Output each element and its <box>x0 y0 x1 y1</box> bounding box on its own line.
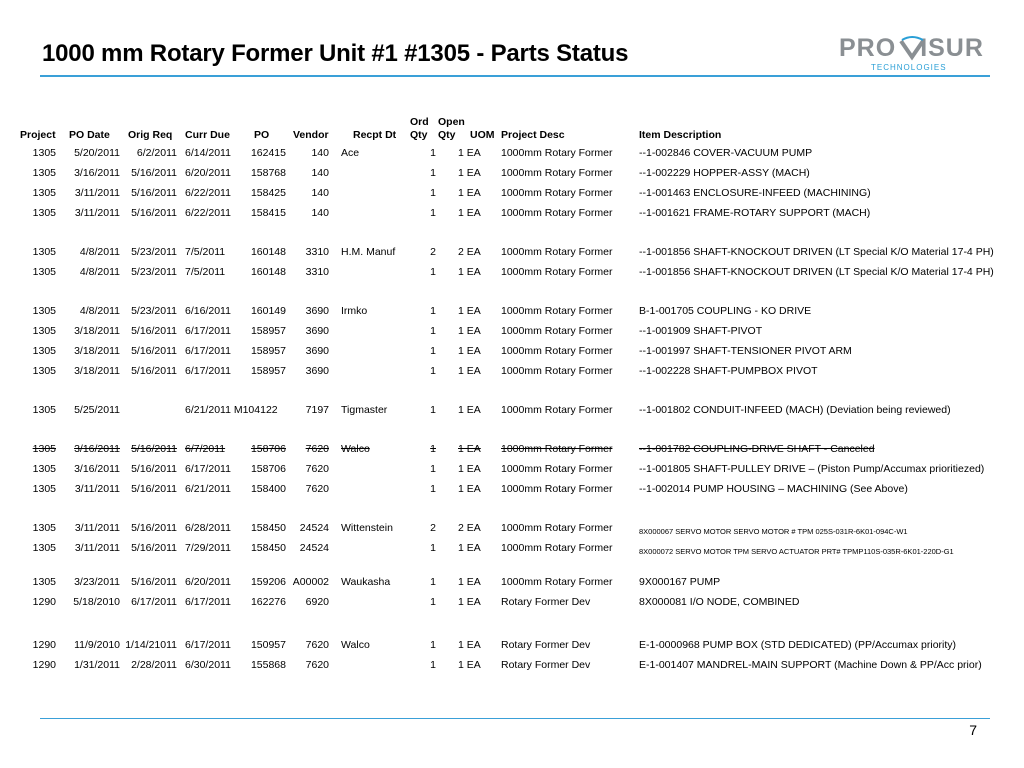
cell-ord-qty: 2 <box>430 246 436 258</box>
col-ord-qty-bottom: Qty <box>410 129 428 141</box>
cell-item-desc: --1-001856 SHAFT-KNOCKOUT DRIVEN (LT Special K/O Material 17-4 PH) <box>639 246 994 258</box>
col-project: Project <box>20 129 56 141</box>
cell-open-qty: 1 EA <box>458 147 481 159</box>
cell-po-date: 5/25/2011 <box>74 404 120 416</box>
cell-vendor: 3310 <box>305 246 329 258</box>
cell-vendor: 3690 <box>305 345 329 357</box>
cell-curr-due: 6/16/2011 <box>185 305 231 317</box>
cell-open-qty: 1 EA <box>458 443 481 455</box>
cell-vendor: 3690 <box>305 365 329 377</box>
cell-orig-req: 5/23/2011 <box>131 266 177 278</box>
cell-po: 158957 <box>250 325 286 337</box>
cell-po: 158706 <box>250 463 286 475</box>
cell-open-qty: 1 EA <box>458 365 481 377</box>
cell-ord-qty: 1 <box>430 596 436 608</box>
cell-curr-due: 6/22/2011 <box>185 207 231 219</box>
cell-project-desc: Rotary Former Dev <box>501 639 591 651</box>
cell-vendor: 7620 <box>305 659 329 671</box>
cell-open-qty: 1 EA <box>458 167 481 179</box>
cell-vendor-name: Waukasha <box>341 576 391 588</box>
cell-curr-due: 7/5/2011 <box>185 246 226 258</box>
cell-open-qty: 1 EA <box>458 404 481 416</box>
cell-orig-req: 5/16/2011 <box>131 345 177 357</box>
cell-vendor: A00002 <box>292 576 329 588</box>
cell-orig-req: 6/2/2011 <box>136 147 177 159</box>
cell-curr-due: 6/17/2011 <box>185 463 231 475</box>
cell-po: 160148 <box>250 266 286 278</box>
cell-po: 159206 <box>250 576 286 588</box>
cell-item-desc: --1-001463 ENCLOSURE-INFEED (MACHINING) <box>639 187 871 199</box>
cell-orig-req: 5/23/2011 <box>131 246 177 258</box>
cell-open-qty: 1 EA <box>458 576 481 588</box>
col-item-desc: Item Description <box>639 129 722 141</box>
cell-item-desc: --1-001621 FRAME-ROTARY SUPPORT (MACH) <box>639 207 871 219</box>
cell-orig-req: 5/16/2011 <box>131 522 177 534</box>
cell-item-desc: --1-002228 SHAFT-PUMPBOX PIVOT <box>639 365 818 377</box>
cell-project: 1305 <box>32 483 56 495</box>
cell-vendor: 3690 <box>305 325 329 337</box>
cell-ord-qty: 1 <box>430 483 436 495</box>
cell-orig-req: 5/16/2011 <box>131 365 177 377</box>
cell-po: 158957 <box>250 345 286 357</box>
cell-po-date: 3/23/2011 <box>74 576 120 588</box>
cell-open-qty: 1 EA <box>458 187 481 199</box>
cell-item-desc: --1-001997 SHAFT-TENSIONER PIVOT ARM <box>639 345 852 357</box>
cell-vendor-name: H.M. Manuf <box>341 246 396 258</box>
cell-vendor-name: Wittenstein <box>341 522 393 534</box>
cell-project-desc: 1000mm Rotary Former <box>501 576 613 588</box>
cell-orig-req: 2/28/2011 <box>131 659 177 671</box>
cell-vendor-name: Tigmaster <box>341 404 388 416</box>
cell-po: 158957 <box>250 365 286 377</box>
cell-ord-qty: 1 <box>430 325 436 337</box>
cell-project: 1305 <box>32 305 56 317</box>
cell-curr-due: 6/17/2011 <box>185 639 231 651</box>
cell-po: 158415 <box>250 207 286 219</box>
cell-vendor-name: Walco <box>341 639 370 651</box>
cell-open-qty: 1 EA <box>458 207 481 219</box>
cell-open-qty: 1 EA <box>458 639 481 651</box>
cell-vendor-name: Irmko <box>341 305 368 317</box>
cell-po: 158768 <box>250 167 286 179</box>
cell-open-qty: 1 EA <box>458 463 481 475</box>
cell-po-date: 3/16/2011 <box>74 167 120 179</box>
cell-po-date: 4/8/2011 <box>79 266 120 278</box>
cell-vendor: 7620 <box>305 463 329 475</box>
cell-vendor: 7620 <box>305 639 329 651</box>
cell-curr-due: 6/21/2011 <box>185 483 231 495</box>
cell-project-desc: 1000mm Rotary Former <box>501 365 613 377</box>
cell-vendor: 7197 <box>305 404 329 416</box>
cell-curr-due: 6/28/2011 <box>185 522 231 534</box>
cell-vendor: 3690 <box>305 305 329 317</box>
cell-project-desc: Rotary Former Dev <box>501 659 591 671</box>
cell-ord-qty: 1 <box>430 639 436 651</box>
cell-item-desc: 9X000167 PUMP <box>639 576 721 588</box>
cell-project-desc: 1000mm Rotary Former <box>501 207 613 219</box>
cell-po-date: 3/18/2011 <box>74 365 120 377</box>
cell-project: 1305 <box>32 443 56 455</box>
cell-po-date: 1/31/2011 <box>74 659 120 671</box>
cell-vendor: 24524 <box>299 522 329 534</box>
cell-orig-req: 6/17/2011 <box>131 596 177 608</box>
cell-item-desc: --1-001782 COUPLING-DRIVE SHAFT - Canceled <box>639 443 875 455</box>
cell-ord-qty: 2 <box>430 522 436 534</box>
cell-vendor: 7620 <box>305 483 329 495</box>
cell-curr-due: 6/14/2011 <box>185 147 231 159</box>
cell-po-date: 3/11/2011 <box>74 187 120 199</box>
cell-item-desc: 8X000081 I/O NODE, COMBINED <box>639 596 800 608</box>
page-number: 7 <box>969 722 977 738</box>
col-vendor: Vendor <box>293 129 329 141</box>
cell-ord-qty: 1 <box>430 443 436 455</box>
cell-item-desc: 8X000067 SERVO MOTOR SERVO MOTOR # TPM 025S-031R-6K01-094C-W1 <box>639 527 908 536</box>
cell-project-desc: 1000mm Rotary Former <box>501 187 613 199</box>
col-po: PO <box>254 129 270 141</box>
cell-curr-due: 6/17/2011 <box>185 345 231 357</box>
cell-item-desc: --1-002846 COVER-VACUUM PUMP <box>639 147 813 159</box>
cell-project-desc: 1000mm Rotary Former <box>501 542 613 554</box>
cell-orig-req: 5/16/2011 <box>131 542 177 554</box>
cell-item-desc: 8X000072 SERVO MOTOR TPM SERVO ACTUATOR PRT# TPMP110S-035R-6K01-220D-G1 <box>639 547 954 556</box>
page-title: 1000 mm Rotary Former Unit #1 #1305 - Parts Status <box>42 40 629 67</box>
cell-po: 158425 <box>250 187 286 199</box>
cell-project: 1290 <box>32 639 56 651</box>
cell-vendor: 140 <box>311 187 329 199</box>
cell-open-qty: 1 EA <box>458 266 481 278</box>
cell-po: 155868 <box>250 659 286 671</box>
cell-curr-due: 6/22/2011 <box>185 187 231 199</box>
cell-project-desc: 1000mm Rotary Former <box>501 147 613 159</box>
cell-item-desc: --1-001856 SHAFT-KNOCKOUT DRIVEN (LT Special K/O Material 17-4 PH) <box>639 266 994 278</box>
cell-ord-qty: 1 <box>430 659 436 671</box>
cell-po-date: 4/8/2011 <box>79 246 120 258</box>
cell-project: 1305 <box>32 365 56 377</box>
cell-ord-qty: 1 <box>430 365 436 377</box>
cell-open-qty: 1 EA <box>458 596 481 608</box>
col-orig-req: Orig Req <box>128 129 173 141</box>
cell-po-date: 3/16/2011 <box>74 463 120 475</box>
cell-curr-due: 6/20/2011 <box>185 576 231 588</box>
cell-orig-req: 5/16/2011 <box>131 483 177 495</box>
cell-vendor: 140 <box>311 147 329 159</box>
cell-orig-req: 5/23/2011 <box>131 305 177 317</box>
cell-orig-req: 5/16/2011 <box>131 187 177 199</box>
cell-curr-due: 6/17/2011 <box>185 365 231 377</box>
cell-curr-due: 7/29/2011 <box>185 542 231 554</box>
cell-project-desc: 1000mm Rotary Former <box>501 325 613 337</box>
cell-po: 160148 <box>250 246 286 258</box>
cell-orig-req: 5/16/2011 <box>131 207 177 219</box>
cell-item-desc: E-1-001407 MANDREL-MAIN SUPPORT (Machine Down & PP/Acc prior) <box>639 659 982 671</box>
cell-vendor: 7620 <box>305 443 329 455</box>
cell-po-date: 11/9/2010 <box>74 639 120 651</box>
cell-project-desc: 1000mm Rotary Former <box>501 483 613 495</box>
cell-vendor: 6920 <box>305 596 329 608</box>
logo-v-mark-icon <box>899 35 925 61</box>
footer-divider <box>40 718 990 719</box>
cell-project: 1305 <box>32 147 56 159</box>
cell-ord-qty: 1 <box>430 404 436 416</box>
cell-project: 1305 <box>32 187 56 199</box>
cell-ord-qty: 1 <box>430 305 436 317</box>
logo-tagline: TECHNOLOGIES <box>871 63 947 72</box>
col-project-desc: Project Desc <box>501 129 565 141</box>
cell-project-desc: 1000mm Rotary Former <box>501 246 613 258</box>
cell-project: 1305 <box>32 522 56 534</box>
cell-open-qty: 1 EA <box>458 345 481 357</box>
cell-po-date: 3/11/2011 <box>74 483 120 495</box>
cell-project-desc: 1000mm Rotary Former <box>501 404 613 416</box>
cell-project: 1290 <box>32 596 56 608</box>
cell-open-qty: 1 EA <box>458 305 481 317</box>
cell-item-desc: --1-001909 SHAFT-PIVOT <box>639 325 763 337</box>
cell-vendor-name: Ace <box>341 147 360 159</box>
cell-orig-req: 1/14/21011 <box>125 639 177 651</box>
cell-ord-qty: 1 <box>430 266 436 278</box>
cell-po: 162415 <box>250 147 286 159</box>
cell-project: 1290 <box>32 659 56 671</box>
cell-orig-req: 5/16/2011 <box>131 463 177 475</box>
cell-open-qty: 1 EA <box>458 659 481 671</box>
logo-wordmark: PRO ISUR <box>839 34 984 62</box>
cell-po: 150957 <box>250 639 286 651</box>
cell-ord-qty: 1 <box>430 345 436 357</box>
cell-item-desc: --1-002229 HOPPER-ASSY (MACH) <box>639 167 810 179</box>
cell-po-date: 3/11/2011 <box>74 522 120 534</box>
cell-po: 160149 <box>250 305 286 317</box>
cell-project: 1305 <box>32 167 56 179</box>
cell-project-desc: 1000mm Rotary Former <box>501 345 613 357</box>
col-open-qty-bottom: Qty <box>438 129 456 141</box>
cell-project: 1305 <box>32 463 56 475</box>
cell-item-desc: --1-001802 CONDUIT-INFEED (MACH) (Deviation being reviewed) <box>639 404 951 416</box>
cell-item-desc: --1-002014 PUMP HOUSING – MACHINING (See Above) <box>639 483 908 495</box>
header-divider <box>40 75 990 77</box>
cell-curr-due: 6/17/2011 <box>185 325 231 337</box>
cell-po: 158706 <box>250 443 286 455</box>
cell-curr-due: 6/17/2011 <box>185 596 231 608</box>
provisur-logo <box>835 34 985 74</box>
cell-project: 1305 <box>32 576 56 588</box>
cell-orig-req: 5/16/2011 <box>131 576 177 588</box>
cell-ord-qty: 1 <box>430 167 436 179</box>
cell-po-date: 3/18/2011 <box>74 325 120 337</box>
cell-open-qty: 2 EA <box>458 522 481 534</box>
col-curr-due: Curr Due <box>185 129 230 141</box>
cell-vendor-name: Walco <box>341 443 370 455</box>
cell-project-desc: 1000mm Rotary Former <box>501 443 613 455</box>
cell-open-qty: 2 EA <box>458 246 481 258</box>
cell-ord-qty: 1 <box>430 542 436 554</box>
cell-po-date: 3/16/2011 <box>74 443 120 455</box>
cell-po-date: 3/11/2011 <box>74 207 120 219</box>
cell-project: 1305 <box>32 266 56 278</box>
cell-open-qty: 1 EA <box>458 325 481 337</box>
cell-po-date: 3/18/2011 <box>74 345 120 357</box>
cell-project-desc: 1000mm Rotary Former <box>501 266 613 278</box>
cell-ord-qty: 1 <box>430 147 436 159</box>
cell-project: 1305 <box>32 325 56 337</box>
cell-item-desc: --1-001805 SHAFT-PULLEY DRIVE – (Piston Pump/Accumax prioritiezed) <box>639 463 985 475</box>
cell-po: 158400 <box>250 483 286 495</box>
cell-po: 162276 <box>250 596 286 608</box>
cell-vendor: 140 <box>311 207 329 219</box>
cell-project: 1305 <box>32 404 56 416</box>
cell-project-desc: 1000mm Rotary Former <box>501 167 613 179</box>
cell-curr-due: 6/21/2011 M104122 <box>185 404 278 416</box>
cell-item-desc: E-1-0000968 PUMP BOX (STD DEDICATED) (PP/Accumax priority) <box>639 639 957 651</box>
cell-project-desc: 1000mm Rotary Former <box>501 305 613 317</box>
col-po-date: PO Date <box>69 129 110 141</box>
cell-po-date: 3/11/2011 <box>74 542 120 554</box>
cell-vendor: 24524 <box>299 542 329 554</box>
cell-project-desc: Rotary Former Dev <box>501 596 591 608</box>
cell-item-desc: B-1-001705 COUPLING - KO DRIVE <box>639 305 812 317</box>
cell-project: 1305 <box>32 207 56 219</box>
cell-ord-qty: 1 <box>430 207 436 219</box>
cell-vendor: 140 <box>311 167 329 179</box>
cell-po: 158450 <box>250 542 286 554</box>
cell-orig-req: 5/16/2011 <box>131 325 177 337</box>
cell-open-qty: 1 EA <box>458 542 481 554</box>
col-open-qty-top: Open <box>438 116 465 128</box>
cell-po-date: 5/20/2011 <box>74 147 120 159</box>
cell-ord-qty: 1 <box>430 187 436 199</box>
cell-vendor: 3310 <box>305 266 329 278</box>
cell-curr-due: 6/30/2011 <box>185 659 231 671</box>
cell-curr-due: 6/7/2011 <box>185 443 226 455</box>
col-ord-qty-top: Ord <box>410 116 429 128</box>
cell-po: 158450 <box>250 522 286 534</box>
cell-project-desc: 1000mm Rotary Former <box>501 522 613 534</box>
cell-ord-qty: 1 <box>430 576 436 588</box>
cell-po-date: 4/8/2011 <box>79 305 120 317</box>
cell-project-desc: 1000mm Rotary Former <box>501 463 613 475</box>
cell-project: 1305 <box>32 246 56 258</box>
col-recpt-dt: Recpt Dt <box>353 129 397 141</box>
cell-po-date: 5/18/2010 <box>73 596 120 608</box>
cell-curr-due: 7/5/2011 <box>185 266 226 278</box>
cell-orig-req: 5/16/2011 <box>131 167 177 179</box>
cell-curr-due: 6/20/2011 <box>185 167 231 179</box>
cell-ord-qty: 1 <box>430 463 436 475</box>
col-uom: UOM <box>470 129 495 141</box>
cell-open-qty: 1 EA <box>458 483 481 495</box>
cell-project: 1305 <box>32 345 56 357</box>
cell-project: 1305 <box>32 542 56 554</box>
cell-orig-req: 5/16/2011 <box>131 443 177 455</box>
